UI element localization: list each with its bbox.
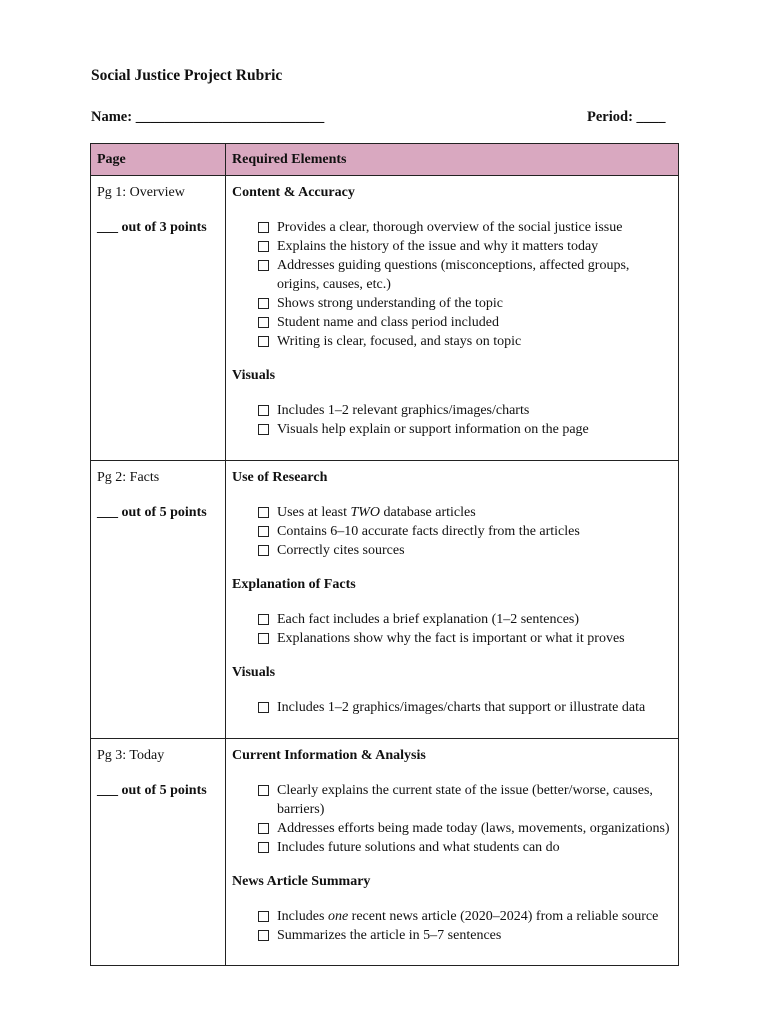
checklist-item-text: Includes 1–2 relevant graphics/images/charts [277,403,530,418]
checklist-item-text: database articles [380,505,476,520]
checklist-item [258,926,672,945]
points-label: ___ out of 3 points [97,220,207,235]
checkbox[interactable] [258,842,269,853]
name-blank: __________________________ [135,109,325,125]
checkbox[interactable] [258,260,269,271]
checklist-item [258,907,672,926]
page-cell [91,739,226,966]
checklist-item [258,838,672,857]
period-field [587,109,666,126]
checkbox[interactable] [258,633,269,644]
checkbox[interactable] [258,911,269,922]
period-blank: ____ [636,109,666,125]
period-label: Period: [587,109,637,125]
rubric-section [232,746,672,857]
checklist-item [258,503,672,522]
required-elements-cell [226,176,679,461]
checkbox[interactable] [258,545,269,556]
checklist-item-text: Addresses guiding questions (misconceptions, affected groups, origins, causes, etc.) [277,258,630,292]
checklist [232,610,672,648]
checkbox[interactable] [258,702,269,713]
section-heading: Visuals [232,368,276,383]
checklist-item-text: Writing is clear, focused, and stays on topic [277,334,522,349]
points-label: ___ out of 5 points [97,783,207,798]
rubric-section [232,183,672,351]
checklist-item [258,610,672,629]
checkbox[interactable] [258,241,269,252]
checklist-item-text: Addresses efforts being made today (laws, movements, organizations) [277,821,670,836]
checklist-item [258,819,672,838]
checklist [232,401,672,439]
page-cell [91,176,226,461]
checklist [232,781,672,857]
checklist [232,907,672,945]
page-label: Pg 1: Overview [97,185,185,200]
checklist-item-text: Uses at least [277,505,351,520]
points-label: ___ out of 5 points [97,505,207,520]
emphasized-text: TWO [350,505,381,520]
checklist-item-text: Includes future solutions and what students can do [277,840,560,855]
table-row [91,739,679,966]
checklist-item-text: Summarizes the article in 5–7 sentences [277,928,502,943]
checklist-item [258,781,672,819]
name-label: Name: [91,109,136,125]
checklist-item [258,698,672,717]
checklist-item [258,313,672,332]
section-heading: News Article Summary [232,874,371,889]
header-page: Page [91,144,226,176]
checkbox[interactable] [258,507,269,518]
checkbox[interactable] [258,823,269,834]
checklist-item-text: Clearly explains the current state of the issue (better/worse, causes, barriers) [277,783,653,817]
checklist-item-text: Student name and class period included [277,315,499,330]
section-heading: Content & Accuracy [232,185,355,200]
checklist-item-text: Correctly cites sources [277,543,405,558]
checklist-item-text: Provides a clear, thorough overview of the social justice issue [277,220,623,235]
rubric-section [232,575,672,648]
checklist-item [258,401,672,420]
header-required-elements: Required Elements [226,144,679,176]
checklist [232,218,672,351]
checklist-item-text: Includes [277,909,328,924]
checklist-item-text: Explains the history of the issue and why it matters today [277,239,599,254]
rubric-section [232,468,672,560]
checklist-item-text: Shows strong understanding of the topic [277,296,503,311]
checklist-item [258,332,672,351]
checklist-item [258,294,672,313]
page-label: Pg 2: Facts [97,470,160,485]
checklist-item [258,522,672,541]
checkbox[interactable] [258,930,269,941]
section-heading: Current Information & Analysis [232,748,426,763]
checklist-item-text: Contains 6–10 accurate facts directly from the articles [277,524,580,539]
checklist-item [258,420,672,439]
checklist-item [258,237,672,256]
name-field [91,109,324,126]
required-elements-cell [226,461,679,739]
checklist-item-text: Explanations show why the fact is important or what it proves [277,631,625,646]
rubric-section [232,366,672,439]
checklist-item [258,256,672,294]
checklist-item-text: Visuals help explain or support information on the page [277,422,589,437]
section-heading: Visuals [232,665,276,680]
page-cell [91,461,226,739]
checkbox[interactable] [258,405,269,416]
checklist-item-text: Includes 1–2 graphics/images/charts that support or illustrate data [277,700,646,715]
table-header-row [91,144,679,176]
checkbox[interactable] [258,298,269,309]
checkbox[interactable] [258,785,269,796]
checkbox[interactable] [258,222,269,233]
required-elements-cell [226,739,679,966]
rubric-section [232,872,672,945]
emphasized-text: one [327,909,349,924]
page-label: Pg 3: Today [97,748,165,763]
checklist-item-text: recent news article (2020–2024) from a reliable source [348,909,659,924]
table-row [91,461,679,739]
checklist-item [258,541,672,560]
checkbox[interactable] [258,336,269,347]
checklist [232,698,672,717]
checkbox[interactable] [258,614,269,625]
checklist-item [258,629,672,648]
section-heading: Use of Research [232,470,328,485]
checklist-item [258,218,672,237]
checkbox[interactable] [258,317,269,328]
checkbox[interactable] [258,526,269,537]
section-heading: Explanation of Facts [232,577,356,592]
rubric-section [232,663,672,717]
document-title: Social Justice Project Rubric [91,67,283,84]
table-row [91,176,679,461]
checklist [232,503,672,560]
checkbox[interactable] [258,424,269,435]
rubric-table [90,143,679,966]
checklist-item-text: Each fact includes a brief explanation (1–2 sentences) [277,612,580,627]
